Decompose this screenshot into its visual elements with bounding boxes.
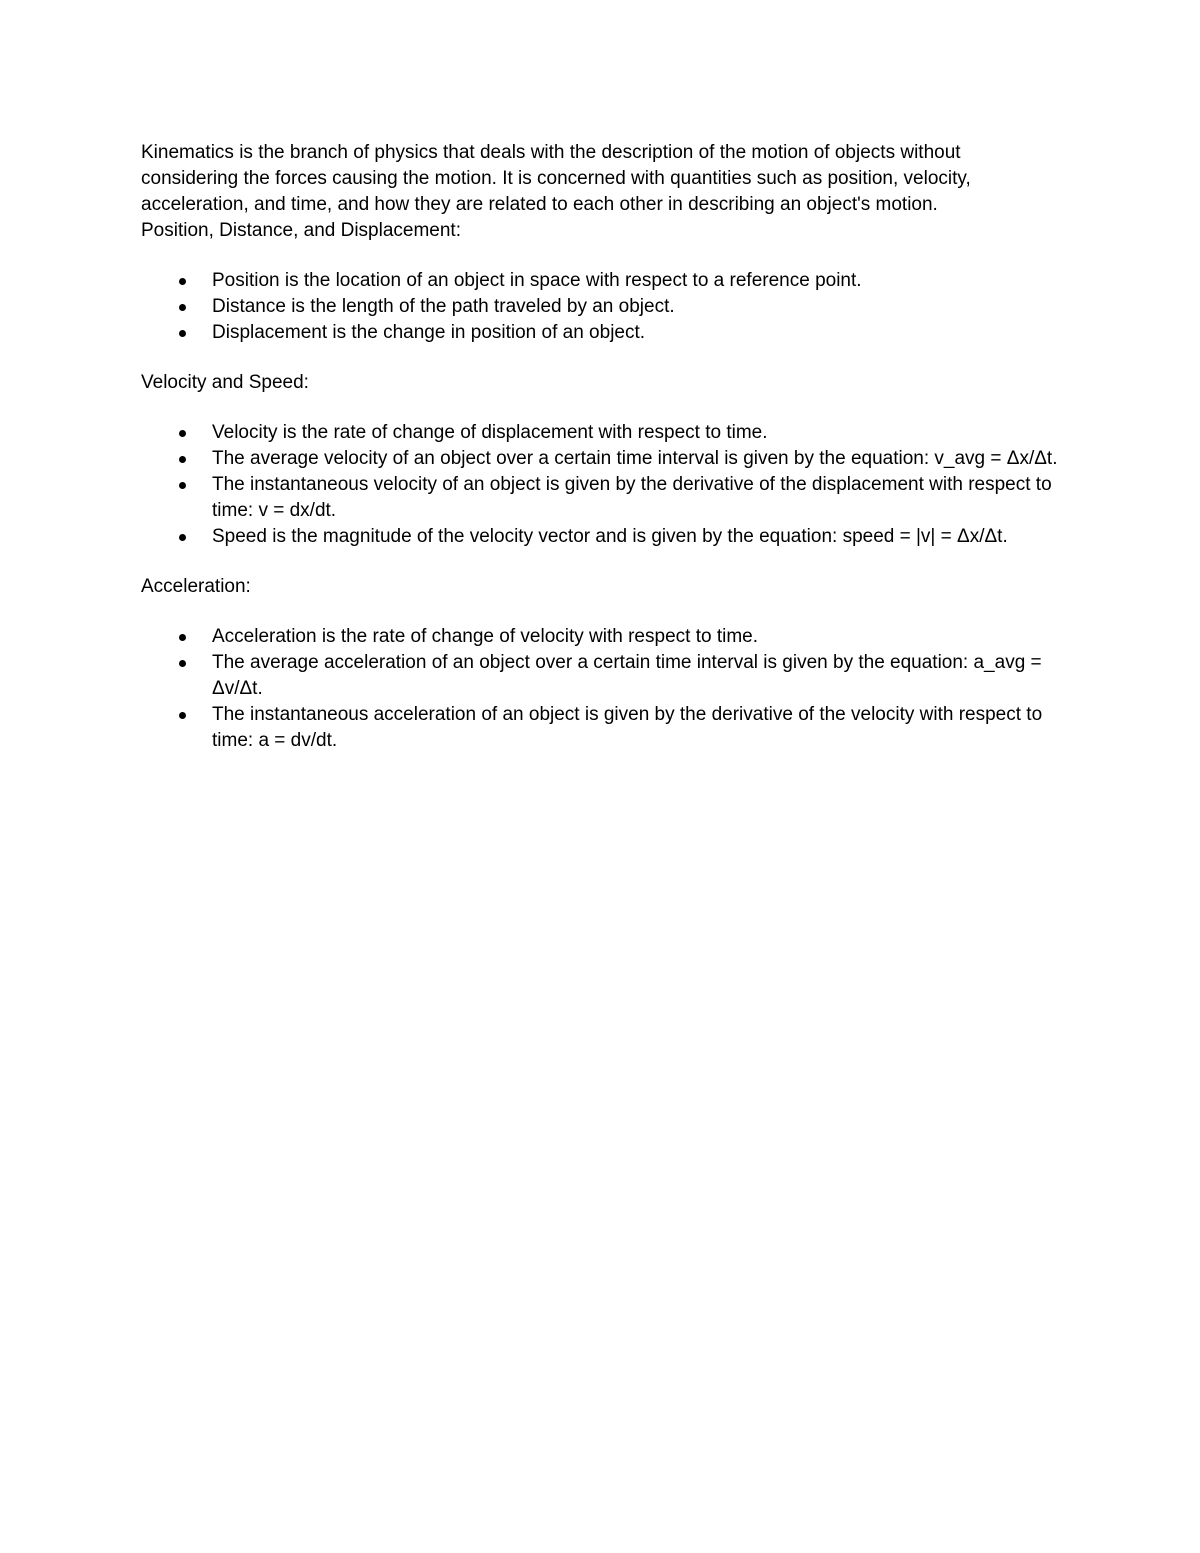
list-item-text: Position is the location of an object in space with respect to a reference point. (212, 270, 862, 291)
list-item (141, 294, 1061, 320)
list-item-text: Displacement is the change in position of an object. (212, 322, 646, 343)
bullet-icon (179, 634, 186, 641)
list-item-text: Acceleration is the rate of change of velocity with respect to time. (212, 626, 758, 647)
list-item (141, 268, 1061, 294)
list-item (141, 624, 1061, 650)
bullet-list (141, 420, 1061, 550)
bullet-list (141, 268, 1061, 346)
section-acceleration (141, 574, 1061, 754)
bullet-icon (179, 456, 186, 463)
bullet-icon (179, 712, 186, 719)
list-item (141, 472, 1061, 524)
document-page (141, 140, 1061, 778)
bullet-list (141, 624, 1061, 754)
list-item-text: The instantaneous acceleration of an object is given by the derivative of the velocity with respect to time: a = dv/dt. (212, 704, 1043, 751)
list-item-text: Velocity is the rate of change of displacement with respect to time. (212, 422, 768, 443)
section-position-distance-displacement (141, 218, 1061, 346)
list-item (141, 702, 1061, 754)
bullet-icon (179, 660, 186, 667)
list-item-text: The average velocity of an object over a certain time interval is given by the equation: v_avg = Δx/Δt. (212, 448, 1058, 469)
list-item-text: The average acceleration of an object over a certain time interval is given by the equation: a_avg = Δv/Δt. (212, 652, 1042, 699)
list-item (141, 524, 1061, 550)
bullet-icon (179, 330, 186, 337)
section-velocity-speed (141, 370, 1061, 550)
list-item (141, 650, 1061, 702)
bullet-icon (179, 534, 186, 541)
bullet-icon (179, 304, 186, 311)
section-heading: Acceleration: (141, 576, 251, 597)
intro-paragraph: Kinematics is the branch of physics that deals with the description of the motion of objects without considering the forces causing the motion. It is concerned with quantities such as position, velocity, acceleration, and time, and how they are related to each other in describing an object's motion. (141, 142, 971, 215)
list-item-text: Speed is the magnitude of the velocity vector and is given by the equation: speed = |v| = Δx/Δt. (212, 526, 1008, 547)
list-item-text: The instantaneous velocity of an object is given by the derivative of the displacement with respect to time: v = dx/dt. (212, 474, 1052, 521)
bullet-icon (179, 430, 186, 437)
list-item-text: Distance is the length of the path traveled by an object. (212, 296, 675, 317)
list-item (141, 446, 1061, 472)
list-item (141, 320, 1061, 346)
section-heading: Velocity and Speed: (141, 372, 309, 393)
list-item (141, 420, 1061, 446)
bullet-icon (179, 482, 186, 489)
section-heading: Position, Distance, and Displacement: (141, 220, 461, 241)
bullet-icon (179, 278, 186, 285)
